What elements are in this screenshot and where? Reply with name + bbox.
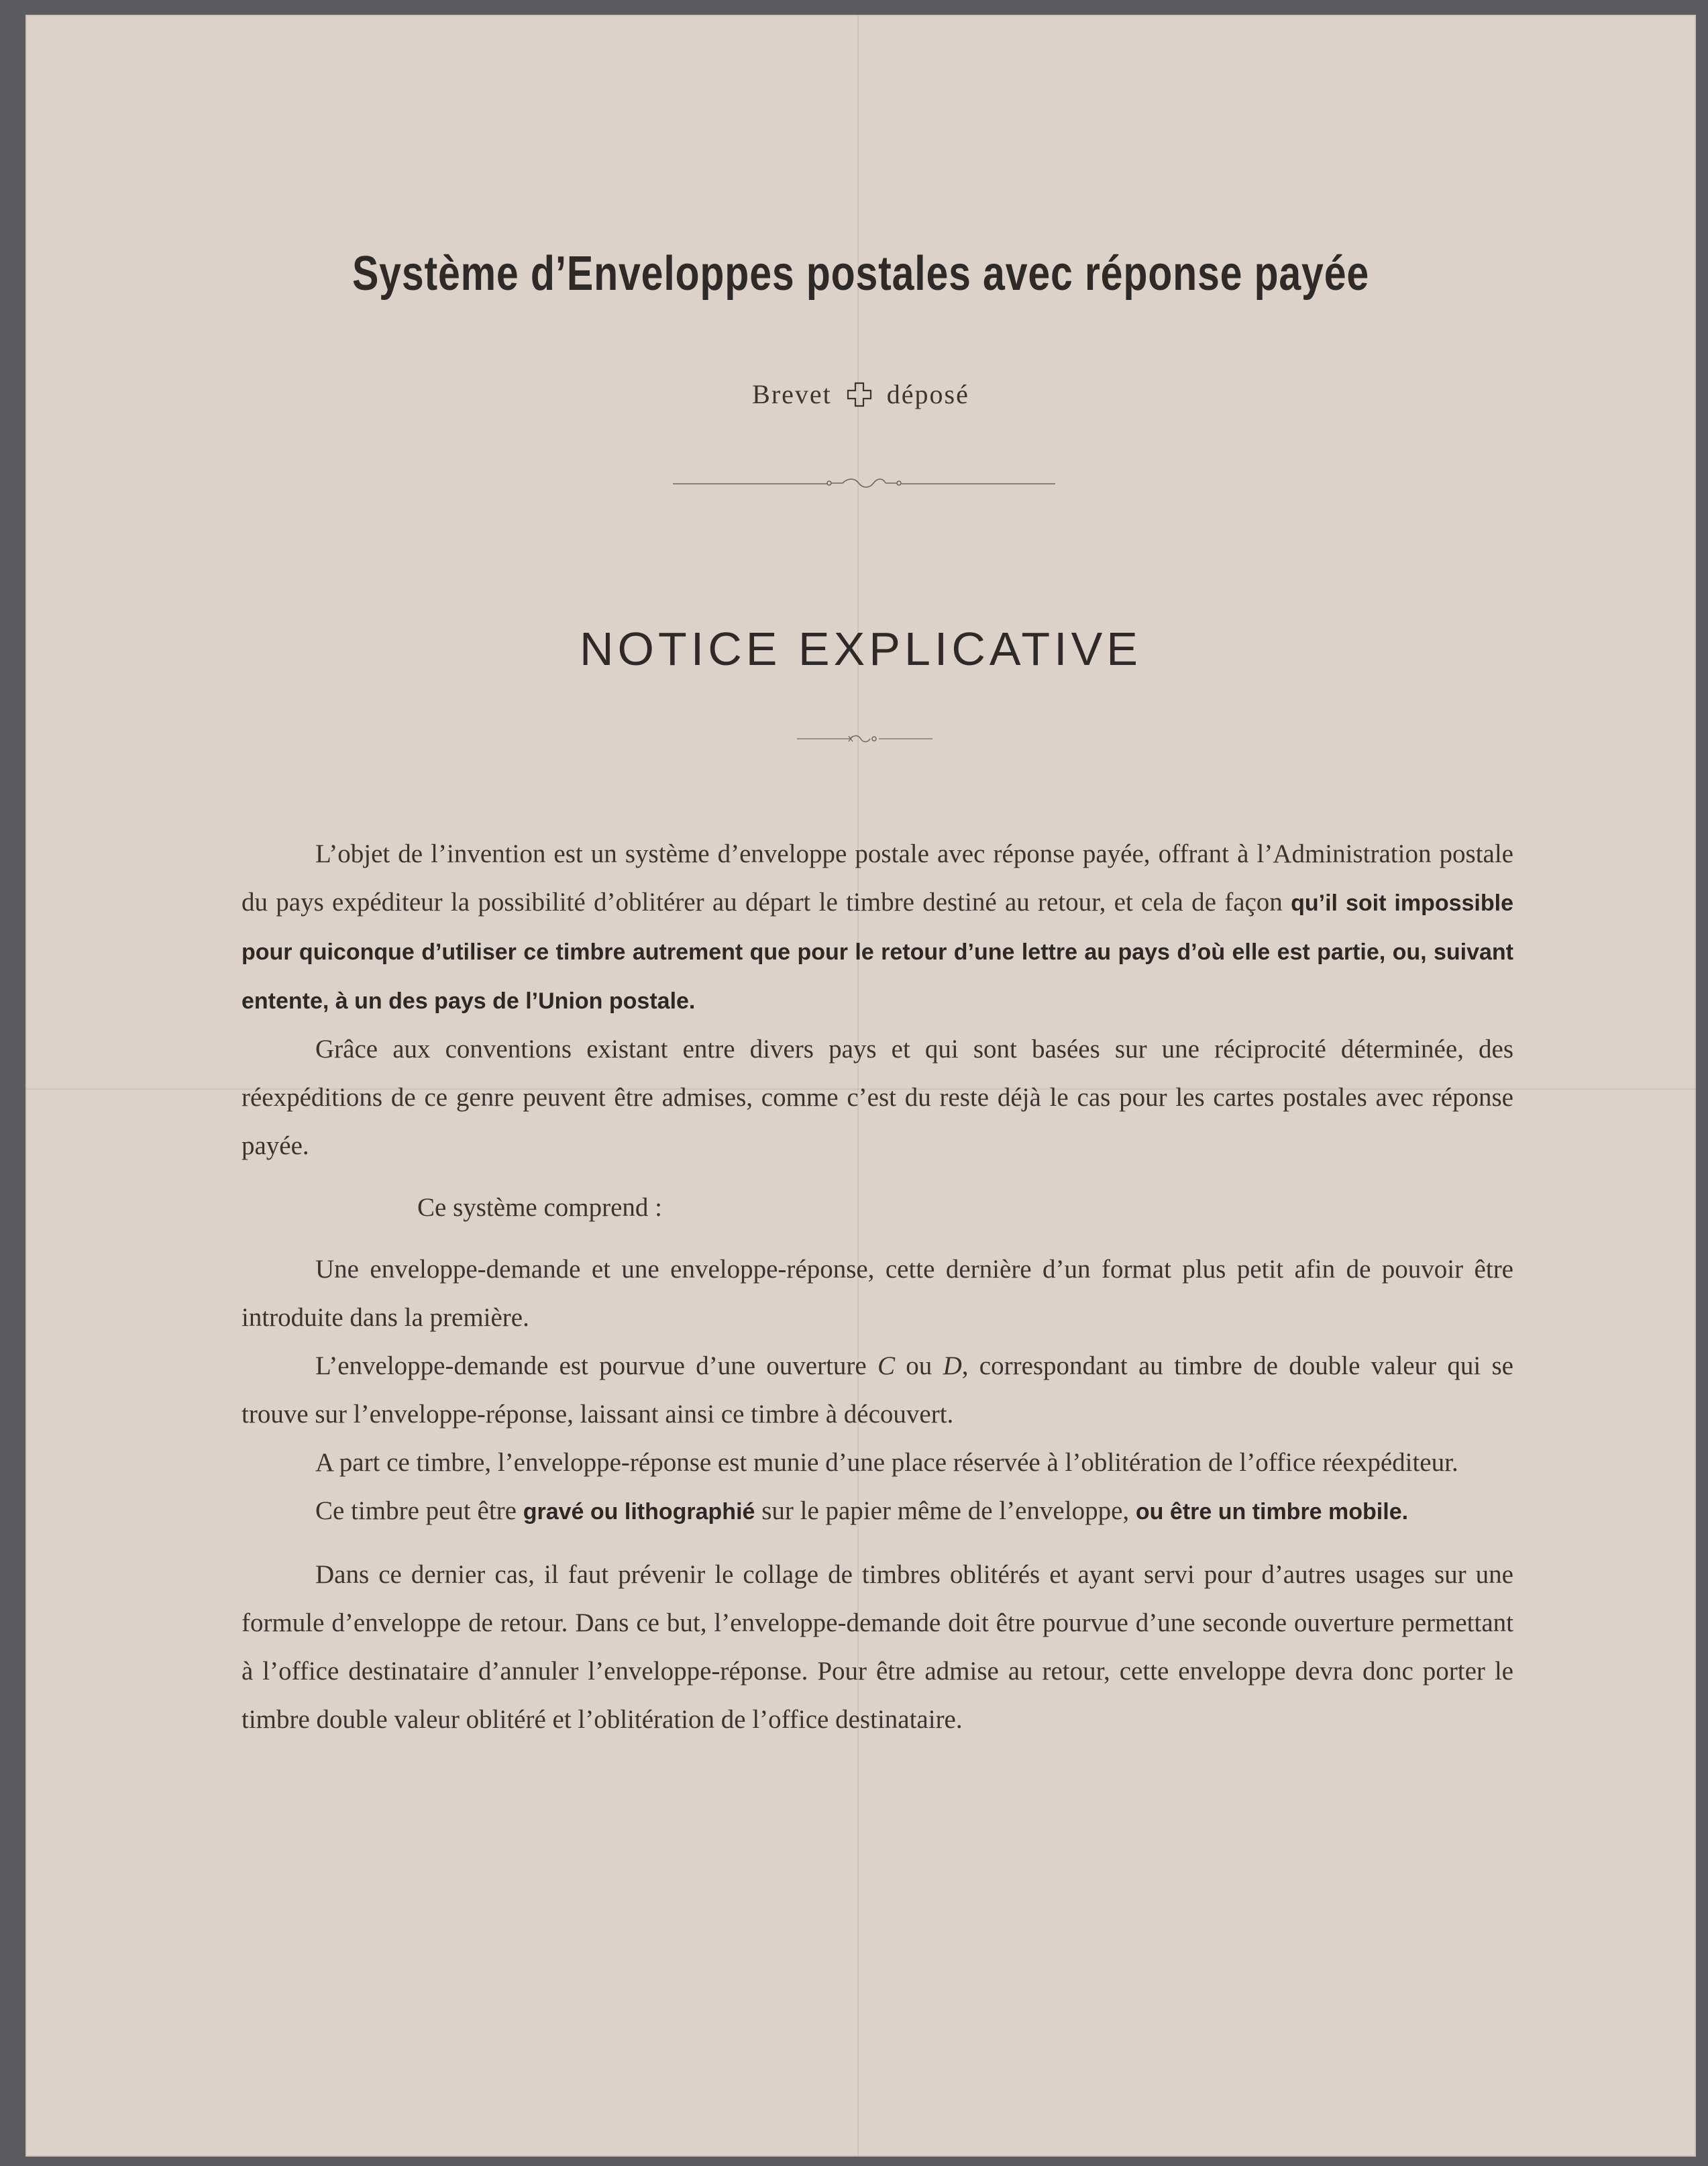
paragraph-systeme: Ce système comprend : <box>417 1193 662 1222</box>
small-divider-line-right <box>879 738 932 739</box>
paragraph-oblitération: A part ce timbre, l’enveloppe-réponse est munie d’une place réservée à l’oblitération de l’office réexpéditeur. <box>315 1448 1458 1477</box>
swiss-cross-icon <box>847 382 872 407</box>
paragraph-ouverture-or: ou <box>895 1351 943 1380</box>
divider-line-left <box>673 483 827 484</box>
notice-body <box>242 830 1513 1744</box>
paragraph-ouverture-rest: , correspondant au timbre de double valeur qui se trouve sur l’enveloppe-réponse, laissant ainsi ce timbre à découvert. <box>242 1351 1513 1429</box>
opening-d-label: D <box>943 1351 962 1380</box>
document-title: Système d’Enveloppes postales avec réponse payée <box>352 247 1370 301</box>
paragraph-objet-text: L’objet de l’invention est un système d’enveloppe postale avec réponse payée, offrant à l’Administration postale du pays expéditeur la possibilité d’oblitérer au départ le timbre destiné au retour, et cela de façon <box>242 839 1513 917</box>
paragraph-enveloppe-demande: Une enveloppe-demande et une enveloppe-réponse, cette dernière d’un format plus petit afin de pouvoir être introduite dans la première. <box>242 1255 1513 1332</box>
paragraph-ouverture-text: L’enveloppe-demande est pourvue d’une ouverture <box>315 1351 877 1380</box>
brevet-line <box>25 378 1696 410</box>
paragraph-timbre <box>242 1487 1513 1536</box>
brevet-label: Brevet <box>752 379 832 409</box>
notice-heading: NOTICE EXPLICATIVE <box>580 623 1142 675</box>
small-divider-line-left <box>797 738 851 739</box>
paragraph-timbre-middle: sur le papier même de l’enveloppe, <box>755 1496 1136 1525</box>
divider-line-right <box>901 483 1055 484</box>
paragraph-dernier-cas: Dans ce dernier cas, il faut prévenir le collage de timbres oblitérés et ayant servi pour d’autres usages sur une formule d’enveloppe de retour. Dans ce but, l’enveloppe-demande doit être pourvue d’une seconde ouverture permettant à l’office destinataire d’annuler l’enveloppe-réponse. Pour être admise au retour, cette enveloppe devra donc porter le timbre double valeur oblitéré et l’oblitération de l’office destinataire. <box>242 1560 1513 1734</box>
depose-label: déposé <box>886 379 969 409</box>
paragraph-conventions: Grâce aux conventions existant entre divers pays et qui sont basées sur une réciprocité déterminée, des réexpéditions de ce genre peuvent être admises, comme c’est du reste déjà le cas pour les cartes postales avec réponse payée. <box>242 1035 1513 1160</box>
opening-c-label: C <box>877 1351 896 1380</box>
paragraph-ouverture <box>242 1342 1513 1439</box>
paragraph-timbre-text: Ce timbre peut être <box>315 1496 523 1525</box>
paragraph-timbre-bold-2: ou être un timbre mobile. <box>1135 1499 1409 1525</box>
paragraph-objet-bold: qu’il soit impossible pour quiconque d’utiliser ce timbre autrement que pour le retour d’une lettre au pays d’où elle est partie, ou, suivant entente, à un des pays de l’Union postale. <box>242 890 1513 1014</box>
paragraph-timbre-bold-1: gravé ou lithographié <box>523 1499 755 1525</box>
paragraph-objet <box>242 830 1513 1025</box>
document-sheet <box>25 15 1696 2157</box>
ornament-divider-icon <box>824 476 904 490</box>
ornament-divider-icon <box>847 733 881 744</box>
